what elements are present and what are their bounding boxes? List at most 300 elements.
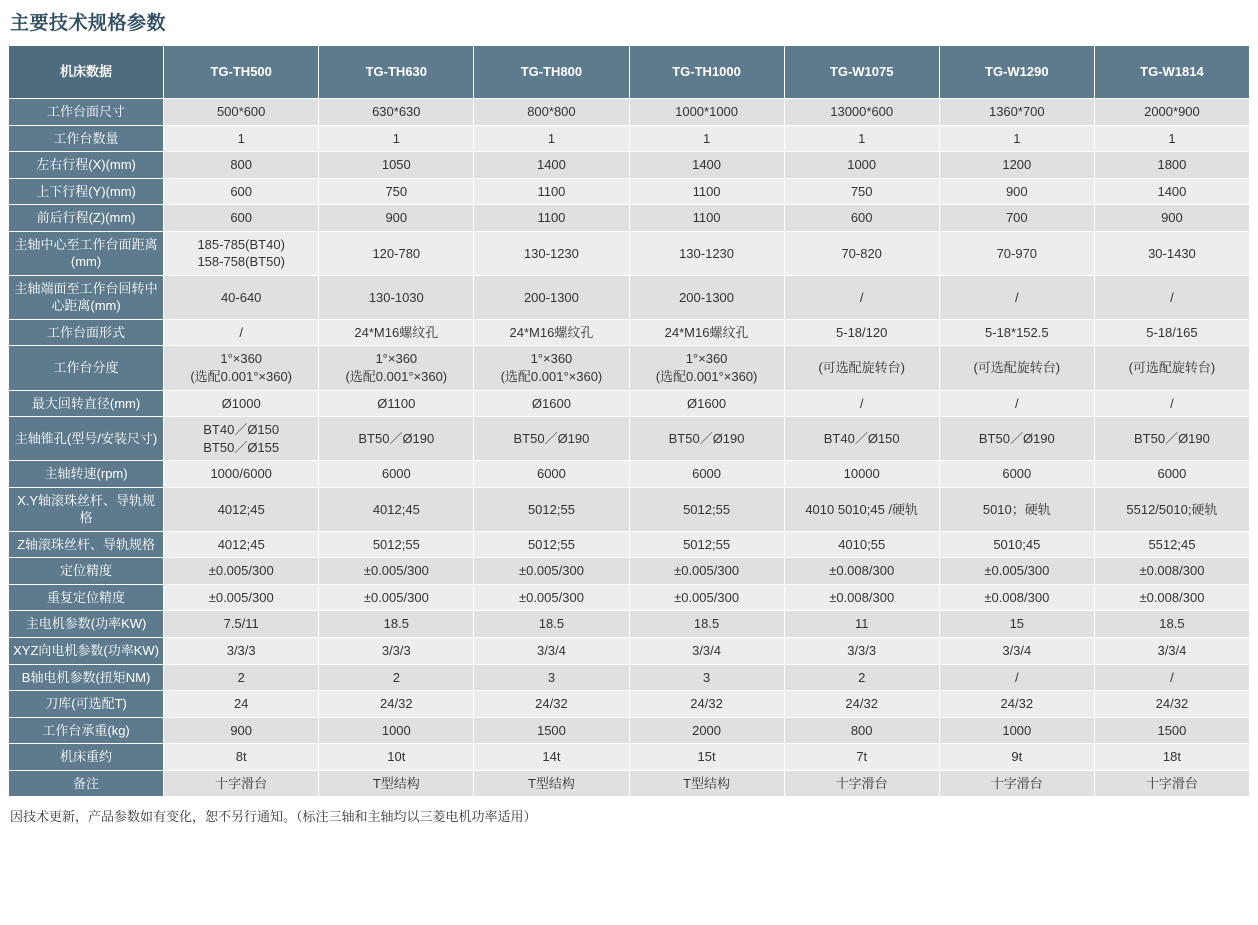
cell-line: 1°×360: [685, 351, 728, 367]
cell-line: 24/32: [845, 696, 878, 712]
table-cell: [939, 664, 1094, 691]
row-label-line: 上下行程(Y)(mm): [36, 183, 136, 199]
table-cell: [784, 99, 939, 126]
table-header: [9, 46, 1250, 99]
table-cell: [319, 770, 474, 797]
cell-line: BT50／Ø190: [1134, 430, 1210, 446]
cell-line: 2: [858, 669, 866, 685]
row-label-line: 主轴锥孔(型号/安装尺寸): [14, 430, 158, 446]
cell-line: 800*800: [527, 104, 576, 119]
row-label-line: 工作台分度: [53, 360, 119, 376]
table-cell: [629, 231, 784, 275]
row-label: [9, 638, 164, 665]
cell-line: 1: [237, 130, 245, 146]
row-label-line: 主轴转速(rpm): [44, 466, 128, 482]
table-cell: [629, 205, 784, 232]
table-cell: [629, 390, 784, 417]
cell-line: 5010;45: [993, 536, 1041, 552]
table-cell: [164, 275, 319, 319]
cell-line: 1100: [537, 183, 566, 199]
table-cell: [1094, 558, 1249, 585]
cell-line: 24/32: [535, 696, 568, 712]
cell-line: 5012;55: [683, 501, 731, 517]
table-cell: [164, 584, 319, 611]
table-cell: [1094, 584, 1249, 611]
cell-line: /: [239, 324, 243, 340]
table-cell: [784, 461, 939, 488]
cell-line: 1: [392, 130, 400, 146]
cell-line: 40-640: [220, 289, 262, 305]
cell-line: 4012;45: [217, 536, 265, 552]
table-cell: [629, 125, 784, 152]
table-cell: [939, 717, 1094, 744]
table-cell: [939, 152, 1094, 179]
table-cell: [164, 770, 319, 797]
table-cell: [1094, 178, 1249, 205]
table-row: [9, 152, 1250, 179]
table-cell: [1094, 664, 1249, 691]
row-label: [9, 231, 164, 275]
cell-line: 10000: [843, 466, 880, 482]
header-cell-tg-w1075: TG-W1075: [784, 46, 939, 99]
table-cell: [164, 461, 319, 488]
table-cell: [629, 461, 784, 488]
row-label-line: 工作台面尺寸: [47, 104, 126, 119]
table-cell: [319, 205, 474, 232]
row-label-line: B轴电机参数(扭矩NM): [21, 669, 151, 685]
table-cell: [629, 717, 784, 744]
cell-line: 18t: [1162, 749, 1181, 765]
row-label-line: 工作台数量: [53, 130, 119, 146]
cell-line: 1400: [692, 157, 722, 173]
row-label: [9, 417, 164, 461]
cell-line: 4010 5010;45 /硬轨: [805, 501, 919, 517]
cell-line: 1°×360: [375, 351, 418, 367]
table-cell: [319, 611, 474, 638]
table-cell: [629, 99, 784, 126]
table-row: [9, 390, 1250, 417]
table-row: [9, 717, 1250, 744]
header-cell-tg-th1000: TG-TH1000: [629, 46, 784, 99]
table-cell: [1094, 638, 1249, 665]
row-label: [9, 461, 164, 488]
cell-line: 1400: [536, 157, 566, 173]
cell-line: 1000: [847, 157, 877, 173]
cell-line: 120-780: [372, 245, 421, 261]
cell-line: 1200: [1002, 157, 1032, 173]
cell-line: 1360*700: [988, 104, 1045, 119]
cell-line: 600: [230, 183, 253, 199]
table-cell: [939, 531, 1094, 558]
table-cell: [164, 99, 319, 126]
table-cell: [474, 275, 629, 319]
table-cell: [164, 558, 319, 585]
table-cell: [164, 390, 319, 417]
cell-line: 130-1230: [679, 245, 735, 261]
cell-line: 630*630: [372, 104, 421, 119]
cell-line: 11: [854, 616, 869, 632]
cell-line: T型结构: [372, 775, 420, 791]
cell-line: 24/32: [1000, 696, 1034, 712]
cell-line: Ø1600: [687, 395, 727, 411]
row-label: [9, 558, 164, 585]
table-cell: [1094, 531, 1249, 558]
table-cell: [164, 638, 319, 665]
table-cell: [1094, 717, 1249, 744]
table-cell: [629, 531, 784, 558]
table-cell: [1094, 487, 1249, 531]
cell-line: 6000: [1002, 466, 1032, 482]
header-cell-tg-th800: TG-TH800: [474, 46, 629, 99]
table-cell: [164, 231, 319, 275]
table-cell: [474, 691, 629, 718]
table-cell: [164, 346, 319, 390]
cell-line: BT50／Ø190: [978, 430, 1055, 446]
table-cell: [164, 664, 319, 691]
cell-line: 15: [1009, 616, 1025, 632]
table-cell: [474, 638, 629, 665]
cell-line: 2: [237, 669, 245, 685]
table-cell: [1094, 611, 1249, 638]
cell-line: 8t: [235, 749, 247, 765]
table-cell: [939, 231, 1094, 275]
table-cell: [629, 611, 784, 638]
cell-line: 3/3/4: [1157, 643, 1187, 659]
table-cell: [319, 558, 474, 585]
table-cell: [474, 461, 629, 488]
header-cell-tg-th630: TG-TH630: [319, 46, 474, 99]
table-row: [9, 638, 1250, 665]
cell-line: 6000: [1157, 466, 1187, 482]
cell-line: 1000*1000: [675, 104, 739, 119]
table-cell: [784, 717, 939, 744]
cell-line: /: [1015, 289, 1019, 305]
cell-line: 7t: [856, 749, 868, 765]
table-cell: [474, 231, 629, 275]
table-cell: [319, 178, 474, 205]
table-cell: [784, 744, 939, 771]
cell-line: 500*600: [216, 104, 266, 119]
cell-line: /: [859, 289, 864, 305]
cell-line: 十字滑台: [990, 775, 1043, 791]
table-cell: [784, 231, 939, 275]
cell-line: ±0.005/300: [363, 563, 429, 579]
row-label: [9, 664, 164, 691]
table-cell: [164, 744, 319, 771]
table-cell: [474, 319, 629, 346]
cell-line: Ø1600: [531, 395, 571, 411]
table-cell: [319, 717, 474, 744]
cell-line: /: [1015, 669, 1019, 685]
cell-line: ±0.008/300: [829, 563, 895, 579]
table-cell: [1094, 319, 1249, 346]
table-cell: [319, 531, 474, 558]
table-cell: [939, 638, 1094, 665]
table-cell: [784, 125, 939, 152]
cell-line: 3/3/3: [847, 643, 877, 659]
table-cell: [784, 319, 939, 346]
cell-line: 5012;55: [683, 536, 731, 552]
table-cell: [629, 584, 784, 611]
table-cell: [164, 417, 319, 461]
table-cell: [474, 717, 629, 744]
table-cell: [319, 231, 474, 275]
table-cell: [629, 770, 784, 797]
table-cell: [1094, 99, 1249, 126]
cell-line: /: [1015, 395, 1019, 411]
cell-line: 600: [850, 210, 873, 226]
cell-line: 18.5: [383, 616, 409, 632]
table-cell: [629, 664, 784, 691]
cell-line: BT40／Ø150: [203, 422, 280, 438]
row-label-line: 主轴中心至工作台面: [14, 236, 132, 252]
table-cell: [629, 638, 784, 665]
cell-line: 200-1300: [523, 289, 579, 305]
table-cell: [474, 205, 629, 232]
cell-line: /: [1170, 289, 1174, 305]
cell-line: 24*M16螺纹孔: [354, 324, 439, 340]
cell-line: 6000: [692, 466, 722, 482]
cell-line: ±0.008/300: [829, 589, 895, 605]
row-label-line: 左右行程(X)(mm): [36, 157, 136, 173]
row-label: [9, 611, 164, 638]
table-cell: [784, 205, 939, 232]
table-cell: [1094, 346, 1249, 390]
table-cell: [784, 390, 939, 417]
cell-line: 130-1230: [523, 245, 579, 261]
table-row: [9, 461, 1250, 488]
row-label: [9, 205, 164, 232]
header-cell-tg-th500: TG-TH500: [164, 46, 319, 99]
table-cell: [319, 152, 474, 179]
cell-line: (可选配旋转台): [818, 360, 906, 376]
row-label: [9, 99, 164, 126]
table-cell: [474, 770, 629, 797]
cell-line: (选配0.001°×360): [345, 369, 448, 385]
cell-line: /: [859, 395, 864, 411]
row-label: [9, 744, 164, 771]
table-cell: [784, 584, 939, 611]
table-cell: [629, 417, 784, 461]
cell-line: BT50／Ø190: [668, 430, 745, 446]
table-cell: [629, 487, 784, 531]
cell-line: ±0.008/300: [1139, 589, 1205, 605]
header-cell-tg-w1814: TG-W1814: [1094, 46, 1249, 99]
cell-line: 10t: [387, 749, 406, 765]
cell-line: 900: [1005, 183, 1028, 199]
cell-line: 800: [850, 722, 873, 738]
cell-line: 4010;55: [838, 536, 886, 552]
row-label: [9, 390, 164, 417]
cell-line: 14t: [542, 749, 561, 765]
table-cell: [629, 178, 784, 205]
table-cell: [1094, 691, 1249, 718]
row-label-line: 备注: [73, 775, 100, 791]
cell-line: 5012;55: [527, 501, 575, 517]
cell-line: (选配0.001°×360): [500, 369, 603, 385]
row-label-line: 中心距离(mm): [51, 280, 158, 314]
cell-line: BT50／Ø190: [358, 430, 435, 446]
cell-line: T型结构: [527, 775, 575, 791]
table-cell: [164, 205, 319, 232]
table-cell: [1094, 205, 1249, 232]
cell-line: 6000: [381, 466, 411, 482]
cell-line: 1050: [381, 157, 411, 173]
row-label: [9, 717, 164, 744]
table-cell: [319, 319, 474, 346]
table-cell: [164, 319, 319, 346]
spec-table: [8, 45, 1250, 797]
cell-line: 1: [1168, 130, 1176, 146]
cell-line: 200-1300: [679, 289, 735, 305]
row-label-line: 主轴端面至工作台回转: [14, 280, 145, 296]
cell-line: 1000/6000: [210, 466, 272, 482]
header-cell-tg-w1290: TG-W1290: [939, 46, 1094, 99]
table-cell: [784, 275, 939, 319]
table-cell: [1094, 417, 1249, 461]
table-cell: [1094, 152, 1249, 179]
table-cell: [319, 584, 474, 611]
table-row: [9, 691, 1250, 718]
cell-line: 3/3/4: [536, 643, 566, 659]
cell-line: ±0.005/300: [208, 563, 274, 579]
row-label-line: XYZ向电机参数(功率KW): [13, 643, 159, 659]
row-label-line: 前后行程(Z)(mm): [36, 210, 136, 226]
cell-line: 600: [230, 210, 253, 226]
cell-line: 5-18/165: [1146, 324, 1198, 340]
table-cell: [1094, 125, 1249, 152]
cell-line: Ø1000: [221, 395, 261, 411]
table-cell: [474, 178, 629, 205]
table-cell: [629, 275, 784, 319]
table-cell: [784, 770, 939, 797]
table-cell: [939, 584, 1094, 611]
cell-line: 3/3/3: [381, 643, 411, 659]
cell-line: 900: [385, 210, 408, 226]
cell-line: /: [1170, 395, 1174, 411]
table-cell: [164, 487, 319, 531]
cell-line: 1°×360: [530, 351, 573, 367]
table-cell: [939, 178, 1094, 205]
table-cell: [939, 461, 1094, 488]
cell-line: 5010；硬轨: [982, 501, 1051, 517]
table-cell: [1094, 744, 1249, 771]
cell-line: 750: [385, 183, 408, 199]
row-label: [9, 487, 164, 531]
cell-line: 3/3/4: [1002, 643, 1032, 659]
table-cell: [939, 319, 1094, 346]
cell-line: (可选配旋转台): [973, 360, 1061, 376]
table-cell: [164, 691, 319, 718]
table-cell: [319, 99, 474, 126]
cell-line: ±0.005/300: [674, 563, 740, 579]
cell-line: T型结构: [683, 775, 731, 791]
table-cell: [474, 664, 629, 691]
row-label-line: X.Y轴滚珠丝杆、导轨规格: [17, 492, 156, 526]
table-cell: [629, 346, 784, 390]
table-cell: [784, 691, 939, 718]
cell-line: 800: [230, 157, 253, 173]
cell-line: 24*M16螺纹孔: [664, 324, 749, 340]
cell-line: ±0.005/300: [674, 589, 740, 605]
cell-line: 6000: [536, 466, 566, 482]
table-cell: [939, 275, 1094, 319]
table-cell: [319, 461, 474, 488]
cell-line: 24/32: [1155, 696, 1189, 712]
cell-line: 70-970: [996, 245, 1038, 261]
row-label: [9, 770, 164, 797]
table-row: [9, 319, 1250, 346]
table-cell: [474, 417, 629, 461]
cell-line: 5512/5010;硬轨: [1126, 501, 1218, 517]
cell-line: 4012;45: [217, 501, 265, 517]
table-cell: [784, 558, 939, 585]
table-row: [9, 346, 1250, 390]
cell-line: 1100: [692, 183, 721, 199]
cell-line: (可选配旋转台): [1128, 360, 1216, 376]
cell-line: ±0.005/300: [363, 589, 429, 605]
table-cell: [939, 744, 1094, 771]
row-label: [9, 531, 164, 558]
cell-line: /: [1170, 669, 1174, 685]
row-label: [9, 691, 164, 718]
table-row: [9, 558, 1250, 585]
table-cell: [784, 664, 939, 691]
table-cell: [164, 125, 319, 152]
table-row: [9, 584, 1250, 611]
cell-line: 18.5: [538, 616, 565, 632]
table-cell: [784, 417, 939, 461]
footnote: 因技术更新，产品参数如有变化，恕不另行通知。（标注三轴和主轴均以三菱电机功率适用）: [10, 809, 537, 825]
table-cell: [784, 152, 939, 179]
table-row: [9, 275, 1250, 319]
table-cell: [629, 558, 784, 585]
table-cell: [319, 417, 474, 461]
table-cell: [1094, 461, 1249, 488]
page-title: 主要技术规格参数: [10, 13, 167, 34]
table-cell: [939, 611, 1094, 638]
row-label: [9, 346, 164, 390]
row-label: [9, 152, 164, 179]
table-cell: [474, 584, 629, 611]
cell-line: 5512;45: [1148, 536, 1196, 552]
table-row: [9, 770, 1250, 797]
cell-line: ±0.005/300: [518, 589, 584, 605]
cell-line: 30-1430: [1148, 245, 1196, 261]
cell-line: 3/3/4: [692, 643, 722, 659]
table-cell: [474, 152, 629, 179]
table-cell: [939, 417, 1094, 461]
table-cell: [474, 744, 629, 771]
table-cell: [319, 275, 474, 319]
cell-line: 十字滑台: [1145, 775, 1198, 791]
header-cell-machine-data: 机床数据: [9, 46, 164, 99]
table-row: [9, 178, 1250, 205]
cell-line: ±0.005/300: [208, 589, 274, 605]
cell-line: 1000: [1002, 722, 1032, 738]
cell-line: ±0.008/300: [984, 589, 1050, 605]
cell-line: 5-18*152.5: [985, 324, 1049, 340]
cell-line: 1100: [537, 210, 566, 226]
table-cell: [939, 125, 1094, 152]
table-cell: [939, 99, 1094, 126]
cell-line: 1°×360: [220, 351, 263, 367]
table-row: [9, 531, 1250, 558]
row-label-line: 工作台承重(kg): [42, 722, 130, 738]
row-label: [9, 584, 164, 611]
cell-line: 3: [702, 669, 711, 685]
table-cell: [474, 125, 629, 152]
